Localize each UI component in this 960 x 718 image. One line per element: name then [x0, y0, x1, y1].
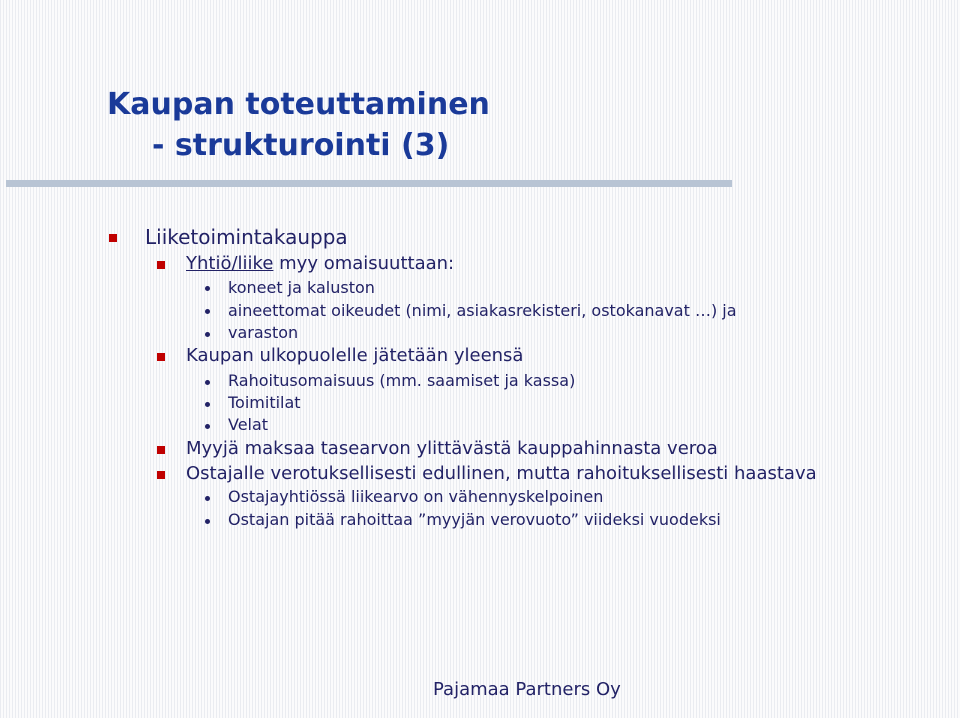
footer-company: Pajamaa Partners Oy: [433, 679, 621, 700]
dot-bullet-icon: [205, 519, 210, 524]
square-bullet-icon: [157, 471, 165, 479]
bullet-yhtio-myy: [186, 253, 454, 274]
bullet-rahoittaa: Ostajan pitää rahoittaa ”myyjän verovuoto” viideksi vuodeksi: [228, 510, 721, 529]
square-bullet-icon: [157, 446, 165, 454]
bullet-varaston: varaston: [228, 323, 299, 342]
bullet-myyja-maksaa: Myyjä maksaa tasearvon ylittävästä kauppahinnasta veroa: [186, 438, 718, 459]
title-divider: [6, 180, 732, 187]
bullet-ostajalle: Ostajalle verotuksellisesti edullinen, mutta rahoituksellisesti haastava: [186, 463, 817, 484]
bullet-rahoitusomaisuus: Rahoitusomaisuus (mm. saamiset ja kassa): [228, 371, 576, 390]
square-bullet-icon: [109, 234, 117, 242]
dot-bullet-icon: [205, 380, 210, 385]
bullet-liikearvo: Ostajayhtiössä liikearvo on vähennyskelpoinen: [228, 487, 604, 506]
bullet-toimitilat: Toimitilat: [228, 393, 301, 412]
bullet-liiketoimintakauppa: Liiketoimintakauppa: [145, 225, 348, 249]
bullet-aineettomat: aineettomat oikeudet (nimi, asiakasrekisteri, ostokanavat …) ja: [228, 301, 737, 320]
dot-bullet-icon: [205, 286, 210, 291]
bullet-velat: Velat: [228, 415, 269, 434]
title-line-2: - strukturointi (3): [152, 128, 450, 163]
square-bullet-icon: [157, 261, 165, 269]
square-bullet-icon: [157, 353, 165, 361]
dot-bullet-icon: [205, 402, 210, 407]
dot-bullet-icon: [205, 309, 210, 314]
dot-bullet-icon: [205, 424, 210, 429]
bullet-yhtio-myy-rest: myy omaisuuttaan:: [273, 253, 455, 274]
bullet-kaupan-ulkopuolelle: Kaupan ulkopuolelle jätetään yleensä: [186, 345, 524, 366]
title-line-1: Kaupan toteuttaminen: [107, 87, 490, 122]
dot-bullet-icon: [205, 332, 210, 337]
slide-title: [107, 84, 490, 166]
underlined-yhtio-liike: Yhtiö/liike: [186, 253, 274, 274]
dot-bullet-icon: [205, 496, 210, 501]
bullet-koneet: koneet ja kaluston: [228, 278, 375, 297]
